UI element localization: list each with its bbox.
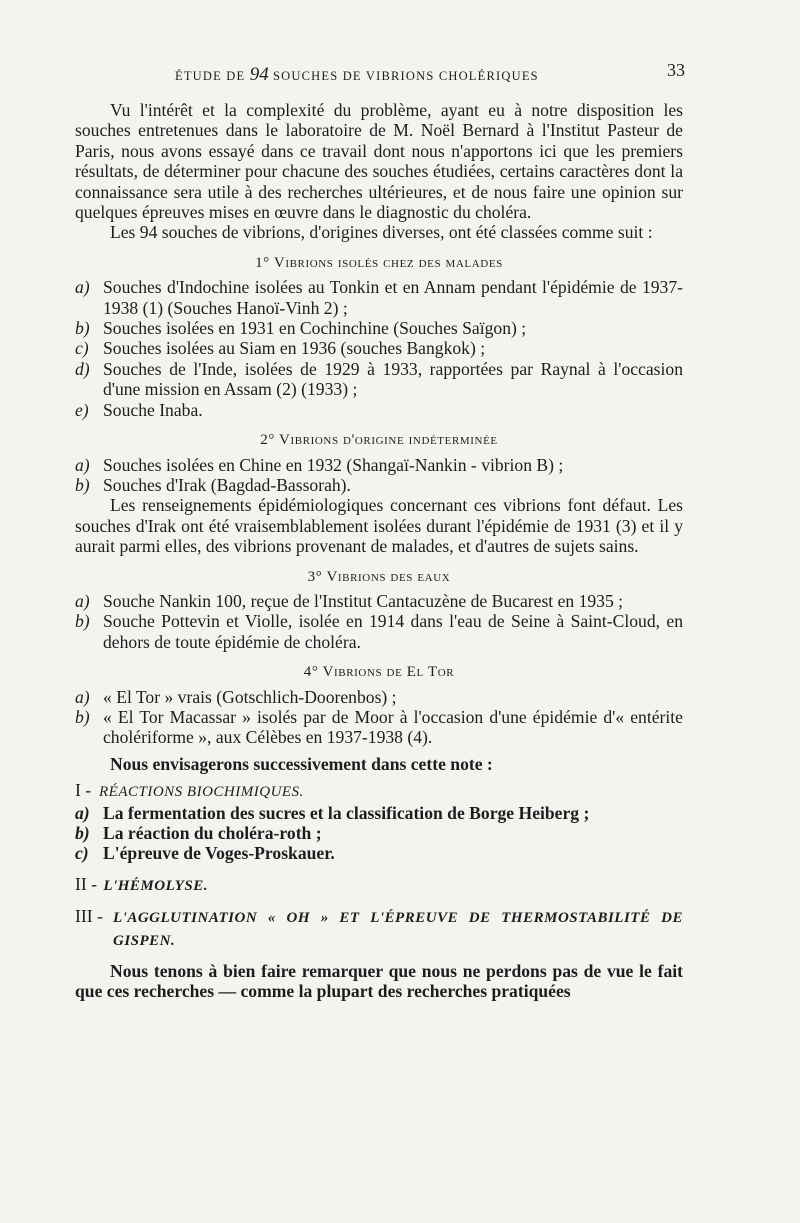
list-item: b) Souches d'Irak (Bagdad-Bassorah). bbox=[75, 474, 351, 495]
list-item: c) Souches isolées au Siam en 1936 (souches Bangkok) ; bbox=[75, 338, 486, 359]
running-head-number: 94 bbox=[249, 64, 269, 85]
section-heading-3: 3° Vibrions des eaux bbox=[307, 568, 451, 585]
list-item: a) La fermentation des sucres et la classification de Borge Heiberg ; bbox=[75, 802, 590, 823]
list-item: e) Souche Inaba. bbox=[75, 399, 203, 420]
section-note: Les renseignements épidémiologiques concernant ces vibrions font défaut. Les souches d'Irak ont été vraisemblablement isolées durant l'épidémie de 1931 (3) et il y aurait parmi elles, des vibrions provenant de malades, et d'autres de sujets sains. bbox=[75, 495, 683, 557]
section-heading-4: 4° Vibrions de El Tor bbox=[303, 664, 455, 681]
list-item: a) Souches isolées en Chine en 1932 (Shangaï-Nankin - vibrion B) ; bbox=[75, 454, 564, 475]
running-head-pre: ÉTUDE DE bbox=[175, 69, 246, 83]
list-item: b) « El Tor Macassar » isolés par de Moor à l'occasion d'une épidémie d'« entérite cholériforme », aux Célèbes en 1937-1938 (4). bbox=[75, 706, 683, 748]
list-item: b) Souche Pottevin et Violle, isolée en 1914 dans l'eau de Seine à Saint-Cloud, en dehors de toute épidémie de choléra. bbox=[75, 611, 683, 652]
plan-intro: Nous envisagerons successivement dans cette note : bbox=[110, 753, 493, 774]
intro-paragraph-2: Les 94 souches de vibrions, d'origines diverses, ont été classées comme suit : bbox=[110, 222, 653, 243]
list-item: c) L'épreuve de Voges-Proskauer. bbox=[75, 843, 335, 864]
section-heading-2: 2° Vibrions d'origine indéterminée bbox=[260, 432, 498, 449]
running-head-post: SOUCHES DE VIBRIONS CHOLÉRIQUES bbox=[273, 69, 539, 83]
closing-paragraph: Nous tenons à bien faire remarquer que nous ne perdons pas de vue le fait que ces recherches — comme la plupart des recherches pratiquées bbox=[75, 961, 683, 1002]
list-item: a) Souches d'Indochine isolées au Tonkin et en Annam pendant l'épidémie de 1937-1938 (1) (Souches Hanoï-Vinh 2) ; bbox=[75, 277, 683, 318]
page-number: 33 bbox=[667, 60, 685, 80]
intro-paragraph: Vu l'intérêt et la complexité du problème, ayant eu à notre disposition les souches entretenues dans le laboratoire de M. Noël Bernard à l'Institut Pasteur de Paris, nous avons essayé dans ce travail dont nous n'apportons ici que les premiers résultats, de déterminer pour chacune des souches étudiées, certains caractères dont la connaissance sera utile à des recherches ultérieures, et de nous faire une opinion sur quelques épreuves mises en œuvre dans le diagnostic du choléra. bbox=[75, 100, 683, 223]
list-item: a) « El Tor » vrais (Gotschlich-Doorenbos) ; bbox=[75, 686, 397, 707]
list-item: b) Souches isolées en 1931 en Cochinchine (Souches Saïgon) ; bbox=[75, 318, 527, 339]
section-heading-1: 1° Vibrions isolés chez des malades bbox=[255, 254, 503, 271]
running-head bbox=[175, 64, 539, 86]
plan-item-2: II - L'HÉMOLYSE. bbox=[75, 873, 208, 894]
plan-item-1: I - RÉACTIONS BIOCHIMIQUES. bbox=[75, 780, 304, 801]
running-header bbox=[75, 60, 685, 84]
list-item: a) Souche Nankin 100, reçue de l'Institut Cantacuzène de Bucarest en 1935 ; bbox=[75, 590, 624, 611]
list-item: d) Souches de l'Inde, isolées de 1929 à 1933, rapportées par Raynal à l'occasion d'une mission en Assam (2) (1933) ; bbox=[75, 358, 683, 400]
plan-item-3: III - L'AGGLUTINATION « OH » ET L'ÉPREUVE DE THERMOSTABILITÉ DE GISPEN. bbox=[75, 906, 683, 949]
body-text bbox=[75, 100, 683, 1002]
list-item: b) La réaction du choléra-roth ; bbox=[75, 823, 322, 843]
